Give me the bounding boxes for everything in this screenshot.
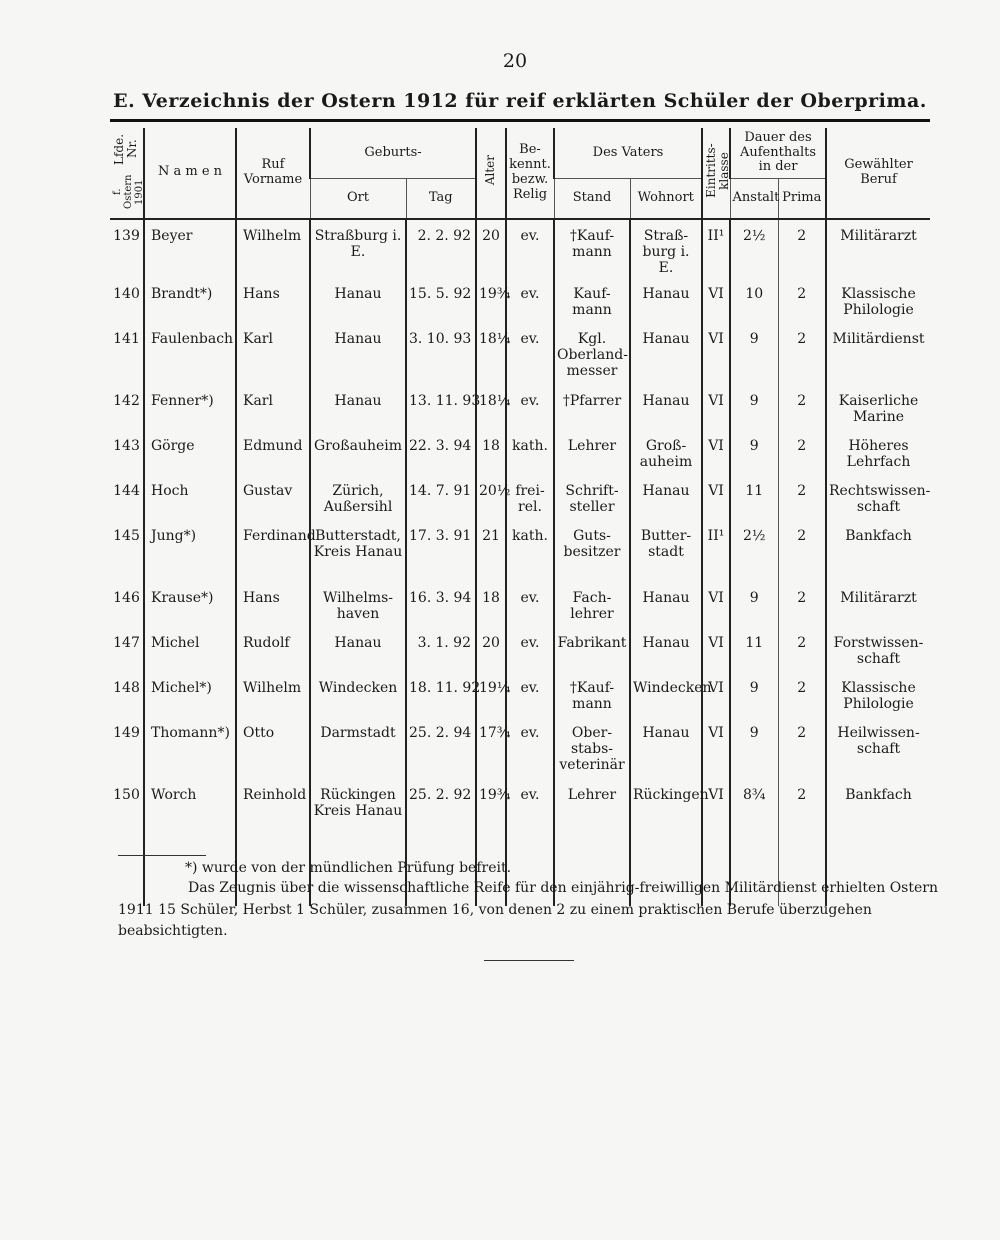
cell-name: Faulenbach: [144, 323, 236, 385]
cell-name: Fenner*): [144, 385, 236, 430]
cell-ort: Hanau: [310, 278, 406, 323]
cell-tag: 13. 11. 93: [406, 385, 476, 430]
cell-beruf: Militärarzt: [826, 582, 930, 627]
cell-nr: 140: [113, 286, 140, 303]
table-row: [110, 779, 930, 824]
cell-stand: †Kauf- mann: [554, 219, 630, 278]
cell-beruf: Forstwissen- schaft: [826, 627, 930, 672]
cell-beruf: Rechtswissen- schaft: [826, 475, 930, 520]
cell-nr: 145: [113, 528, 140, 545]
cell-anstalt: 10: [730, 278, 778, 323]
cell-klasse: VI: [702, 672, 730, 717]
cell-wohnort: Hanau: [630, 717, 702, 779]
cell-alter: 18¼: [476, 385, 506, 430]
remark-paragraph: Das Zeugnis über die wissenschaftliche Reife für den einjährig-freiwilligen Militärdienst erhielten Ostern 1911 15 Schüler, Herbst 1 Schüler, zusammen 16, von denen 2 zu einem praktischen Berufe überzugehen beabsichtigten.: [118, 880, 938, 940]
cell-name: Jung*): [144, 520, 236, 582]
cell-prima: 2: [778, 323, 826, 385]
cell-klasse: II¹: [702, 520, 730, 582]
cell-ort: Hanau: [310, 627, 406, 672]
cell-name: Michel*): [144, 672, 236, 717]
cell-wohnort: Groß- auheim: [630, 430, 702, 475]
roster-body: [110, 219, 930, 906]
cell-anstalt: 9: [730, 323, 778, 385]
cell-wohnort: Hanau: [630, 323, 702, 385]
cell-alter: 18¼: [476, 323, 506, 385]
cell-alter: 20½: [476, 475, 506, 520]
cell-vorname: Ferdinand: [236, 520, 310, 582]
cell-prima: 2: [778, 520, 826, 582]
footnote-rule: [118, 855, 206, 856]
cell-vorname: Karl: [236, 323, 310, 385]
header-alter: [476, 128, 506, 219]
cell-nr: 146: [113, 590, 140, 607]
cell-nr: 150: [113, 787, 140, 804]
cell-prima: 2: [778, 672, 826, 717]
cell-beruf: Klassische Philologie: [826, 278, 930, 323]
cell-alter: 18: [476, 582, 506, 627]
cell-anstalt: 9: [730, 717, 778, 779]
header-alter-label: Alter: [483, 155, 498, 186]
header-lfd-nr-label: Lfde. Nr.: [112, 133, 140, 165]
cell-nr: 142: [113, 393, 140, 410]
cell-wohnort: Rückingen: [630, 779, 702, 824]
cell-stand: †Pfarrer: [554, 385, 630, 430]
header-ort: Ort: [310, 178, 406, 218]
cell-nr: 147: [113, 635, 140, 652]
table-row: [110, 520, 930, 582]
cell-stand: Ober- stabs- veterinär: [554, 717, 630, 779]
cell-wohnort: Hanau: [630, 627, 702, 672]
cell-tag: 16. 3. 94: [406, 582, 476, 627]
cell-prima: 2: [778, 779, 826, 824]
cell-klasse: VI: [702, 385, 730, 430]
cell-ort: Rückingen Kreis Hanau: [310, 779, 406, 824]
cell-anstalt: 11: [730, 627, 778, 672]
cell-prima: 2: [778, 278, 826, 323]
header-eintrittsklasse-label: Eintritts- klasse: [704, 143, 732, 198]
header-stand: Stand: [554, 178, 630, 218]
cell-prima: 2: [778, 475, 826, 520]
cell-alter: 19¾: [476, 278, 506, 323]
cell-alter: 20: [476, 219, 506, 278]
cell-stand: Kgl. Oberland- messer: [554, 323, 630, 385]
cell-wohnort: Hanau: [630, 475, 702, 520]
table-row: [110, 219, 930, 278]
cell-alter: 17¾: [476, 717, 506, 779]
cell-relig: ev.: [506, 672, 554, 717]
cell-tag: 3. 1. 92: [406, 627, 476, 672]
cell-klasse: VI: [702, 582, 730, 627]
cell-prima: 2: [778, 582, 826, 627]
cell-relig: ev.: [506, 385, 554, 430]
cell-name: Brandt*): [144, 278, 236, 323]
cell-anstalt: 9: [730, 582, 778, 627]
cell-nr: 143: [113, 438, 140, 455]
cell-vorname: Karl: [236, 385, 310, 430]
cell-tag: 3. 10. 93: [406, 323, 476, 385]
document-title: E. Verzeichnis der Ostern 1912 für reif erklärten Schüler der Oberprima.: [113, 90, 927, 112]
cell-vorname: Gustav: [236, 475, 310, 520]
cell-tag: 18. 11. 92: [406, 672, 476, 717]
cell-ort: Zürich, Außersihl: [310, 475, 406, 520]
cell-anstalt: 2½: [730, 520, 778, 582]
cell-wohnort: Straß- burg i. E.: [630, 219, 702, 278]
cell-alter: 20: [476, 627, 506, 672]
cell-alter: 18: [476, 430, 506, 475]
cell-ort: Butterstadt, Kreis Hanau: [310, 520, 406, 582]
cell-alter: 21: [476, 520, 506, 582]
table-row: [110, 582, 930, 627]
cell-nr: 148: [113, 680, 140, 697]
header-anstalt: Anstalt: [730, 178, 778, 218]
cell-name: Görge: [144, 430, 236, 475]
cell-name: Thomann*): [144, 717, 236, 779]
cell-relig: ev.: [506, 278, 554, 323]
table-row: [110, 475, 930, 520]
cell-anstalt: 11: [730, 475, 778, 520]
cell-vorname: Edmund: [236, 430, 310, 475]
cell-tag: 14. 7. 91: [406, 475, 476, 520]
cell-anstalt: 9: [730, 430, 778, 475]
cell-prima: 2: [778, 430, 826, 475]
cell-ort: Hanau: [310, 385, 406, 430]
student-roster-table: [110, 128, 930, 906]
cell-stand: Kauf- mann: [554, 278, 630, 323]
header-des-vaters: Des Vaters: [554, 128, 702, 178]
cell-relig: ev.: [506, 323, 554, 385]
cell-relig: ev.: [506, 219, 554, 278]
cell-name: Michel: [144, 627, 236, 672]
cell-tag: 25. 2. 92: [406, 779, 476, 824]
cell-relig: ev.: [506, 582, 554, 627]
cell-vorname: Hans: [236, 278, 310, 323]
header-wohnort: Wohnort: [630, 178, 702, 218]
cell-anstalt: 8¾: [730, 779, 778, 824]
cell-beruf: Militärdienst: [826, 323, 930, 385]
cell-name: Worch: [144, 779, 236, 824]
cell-vorname: Otto: [236, 717, 310, 779]
cell-prima: 2: [778, 627, 826, 672]
header-lfd-nr: [110, 128, 144, 219]
cell-tag: 25. 2. 94: [406, 717, 476, 779]
cell-vorname: Wilhelm: [236, 219, 310, 278]
header-lfd-nr-sub: f. Ostern 1901: [112, 174, 145, 210]
cell-anstalt: 9: [730, 385, 778, 430]
cell-prima: 2: [778, 385, 826, 430]
cell-ort: Straßburg i. E.: [310, 219, 406, 278]
cell-relig: ev.: [506, 779, 554, 824]
cell-tag: 17. 3. 91: [406, 520, 476, 582]
cell-vorname: Hans: [236, 582, 310, 627]
cell-relig: kath.: [506, 520, 554, 582]
cell-alter: 19¾: [476, 779, 506, 824]
table-row: [110, 278, 930, 323]
page-number: 20: [502, 50, 528, 72]
header-prima: Prima: [778, 178, 826, 218]
cell-vorname: Reinhold: [236, 779, 310, 824]
cell-nr: 144: [113, 483, 140, 500]
cell-ort: Großauheim: [310, 430, 406, 475]
cell-prima: 2: [778, 717, 826, 779]
footnote: *) wurde von der mündlichen Prüfung befreit.: [185, 860, 512, 876]
header-rufvorname: Ruf Vorname: [236, 128, 310, 219]
cell-klasse: VI: [702, 627, 730, 672]
cell-relig: kath.: [506, 430, 554, 475]
cell-relig: ev.: [506, 717, 554, 779]
cell-stand: Lehrer: [554, 779, 630, 824]
cell-stand: Fabrikant: [554, 627, 630, 672]
cell-nr: 139: [113, 227, 140, 244]
table-row: [110, 672, 930, 717]
cell-name: Hoch: [144, 475, 236, 520]
cell-nr: 141: [113, 331, 140, 348]
cell-nr: 149: [113, 725, 140, 742]
cell-anstalt: 2½: [730, 219, 778, 278]
cell-klasse: VI: [702, 430, 730, 475]
header-beruf: Gewählter Beruf: [826, 128, 930, 219]
cell-anstalt: 9: [730, 672, 778, 717]
cell-ort: Darmstadt: [310, 717, 406, 779]
table-row: [110, 430, 930, 475]
header-tag: Tag: [406, 178, 476, 218]
cell-stand: Lehrer: [554, 430, 630, 475]
cell-ort: Hanau: [310, 323, 406, 385]
cell-wohnort: Butter- stadt: [630, 520, 702, 582]
cell-klasse: VI: [702, 323, 730, 385]
cell-wohnort: Windecken: [630, 672, 702, 717]
cell-tag: 22. 3. 94: [406, 430, 476, 475]
cell-ort: Windecken: [310, 672, 406, 717]
table-row: [110, 323, 930, 385]
cell-tag: 2. 2. 92: [406, 219, 476, 278]
cell-wohnort: Hanau: [630, 582, 702, 627]
header-dauer: Dauer des Aufenthalts in der: [730, 128, 826, 178]
cell-klasse: VI: [702, 475, 730, 520]
header-geburts: Geburts-: [310, 128, 476, 178]
cell-beruf: Klassische Philologie: [826, 672, 930, 717]
cell-relig: ev.: [506, 627, 554, 672]
cell-stand: Schrift- steller: [554, 475, 630, 520]
cell-beruf: Militärarzt: [826, 219, 930, 278]
title-rule: [110, 119, 930, 122]
cell-beruf: Kaiserliche Marine: [826, 385, 930, 430]
cell-klasse: VI: [702, 779, 730, 824]
cell-klasse: II¹: [702, 219, 730, 278]
table-row: [110, 717, 930, 779]
header-namen: N a m e n: [144, 128, 236, 219]
cell-name: Beyer: [144, 219, 236, 278]
cell-beruf: Bankfach: [826, 520, 930, 582]
cell-stand: †Kauf- mann: [554, 672, 630, 717]
table-row: [110, 385, 930, 430]
cell-beruf: Höheres Lehrfach: [826, 430, 930, 475]
end-rule: [484, 960, 574, 961]
cell-stand: Guts- besitzer: [554, 520, 630, 582]
cell-prima: 2: [778, 219, 826, 278]
header-bekenntnis: Be- kennt. bezw. Relig: [506, 128, 554, 219]
cell-name: Krause*): [144, 582, 236, 627]
cell-klasse: VI: [702, 278, 730, 323]
cell-klasse: VI: [702, 717, 730, 779]
cell-wohnort: Hanau: [630, 385, 702, 430]
header-eintrittsklasse: [702, 128, 730, 219]
cell-beruf: Bankfach: [826, 779, 930, 824]
cell-relig: frei- rel.: [506, 475, 554, 520]
cell-beruf: Heilwissen- schaft: [826, 717, 930, 779]
cell-wohnort: Hanau: [630, 278, 702, 323]
cell-tag: 15. 5. 92: [406, 278, 476, 323]
cell-vorname: Wilhelm: [236, 672, 310, 717]
cell-ort: Wilhelms- haven: [310, 582, 406, 627]
cell-vorname: Rudolf: [236, 627, 310, 672]
table-row: [110, 627, 930, 672]
cell-alter: 19¼: [476, 672, 506, 717]
cell-stand: Fach- lehrer: [554, 582, 630, 627]
